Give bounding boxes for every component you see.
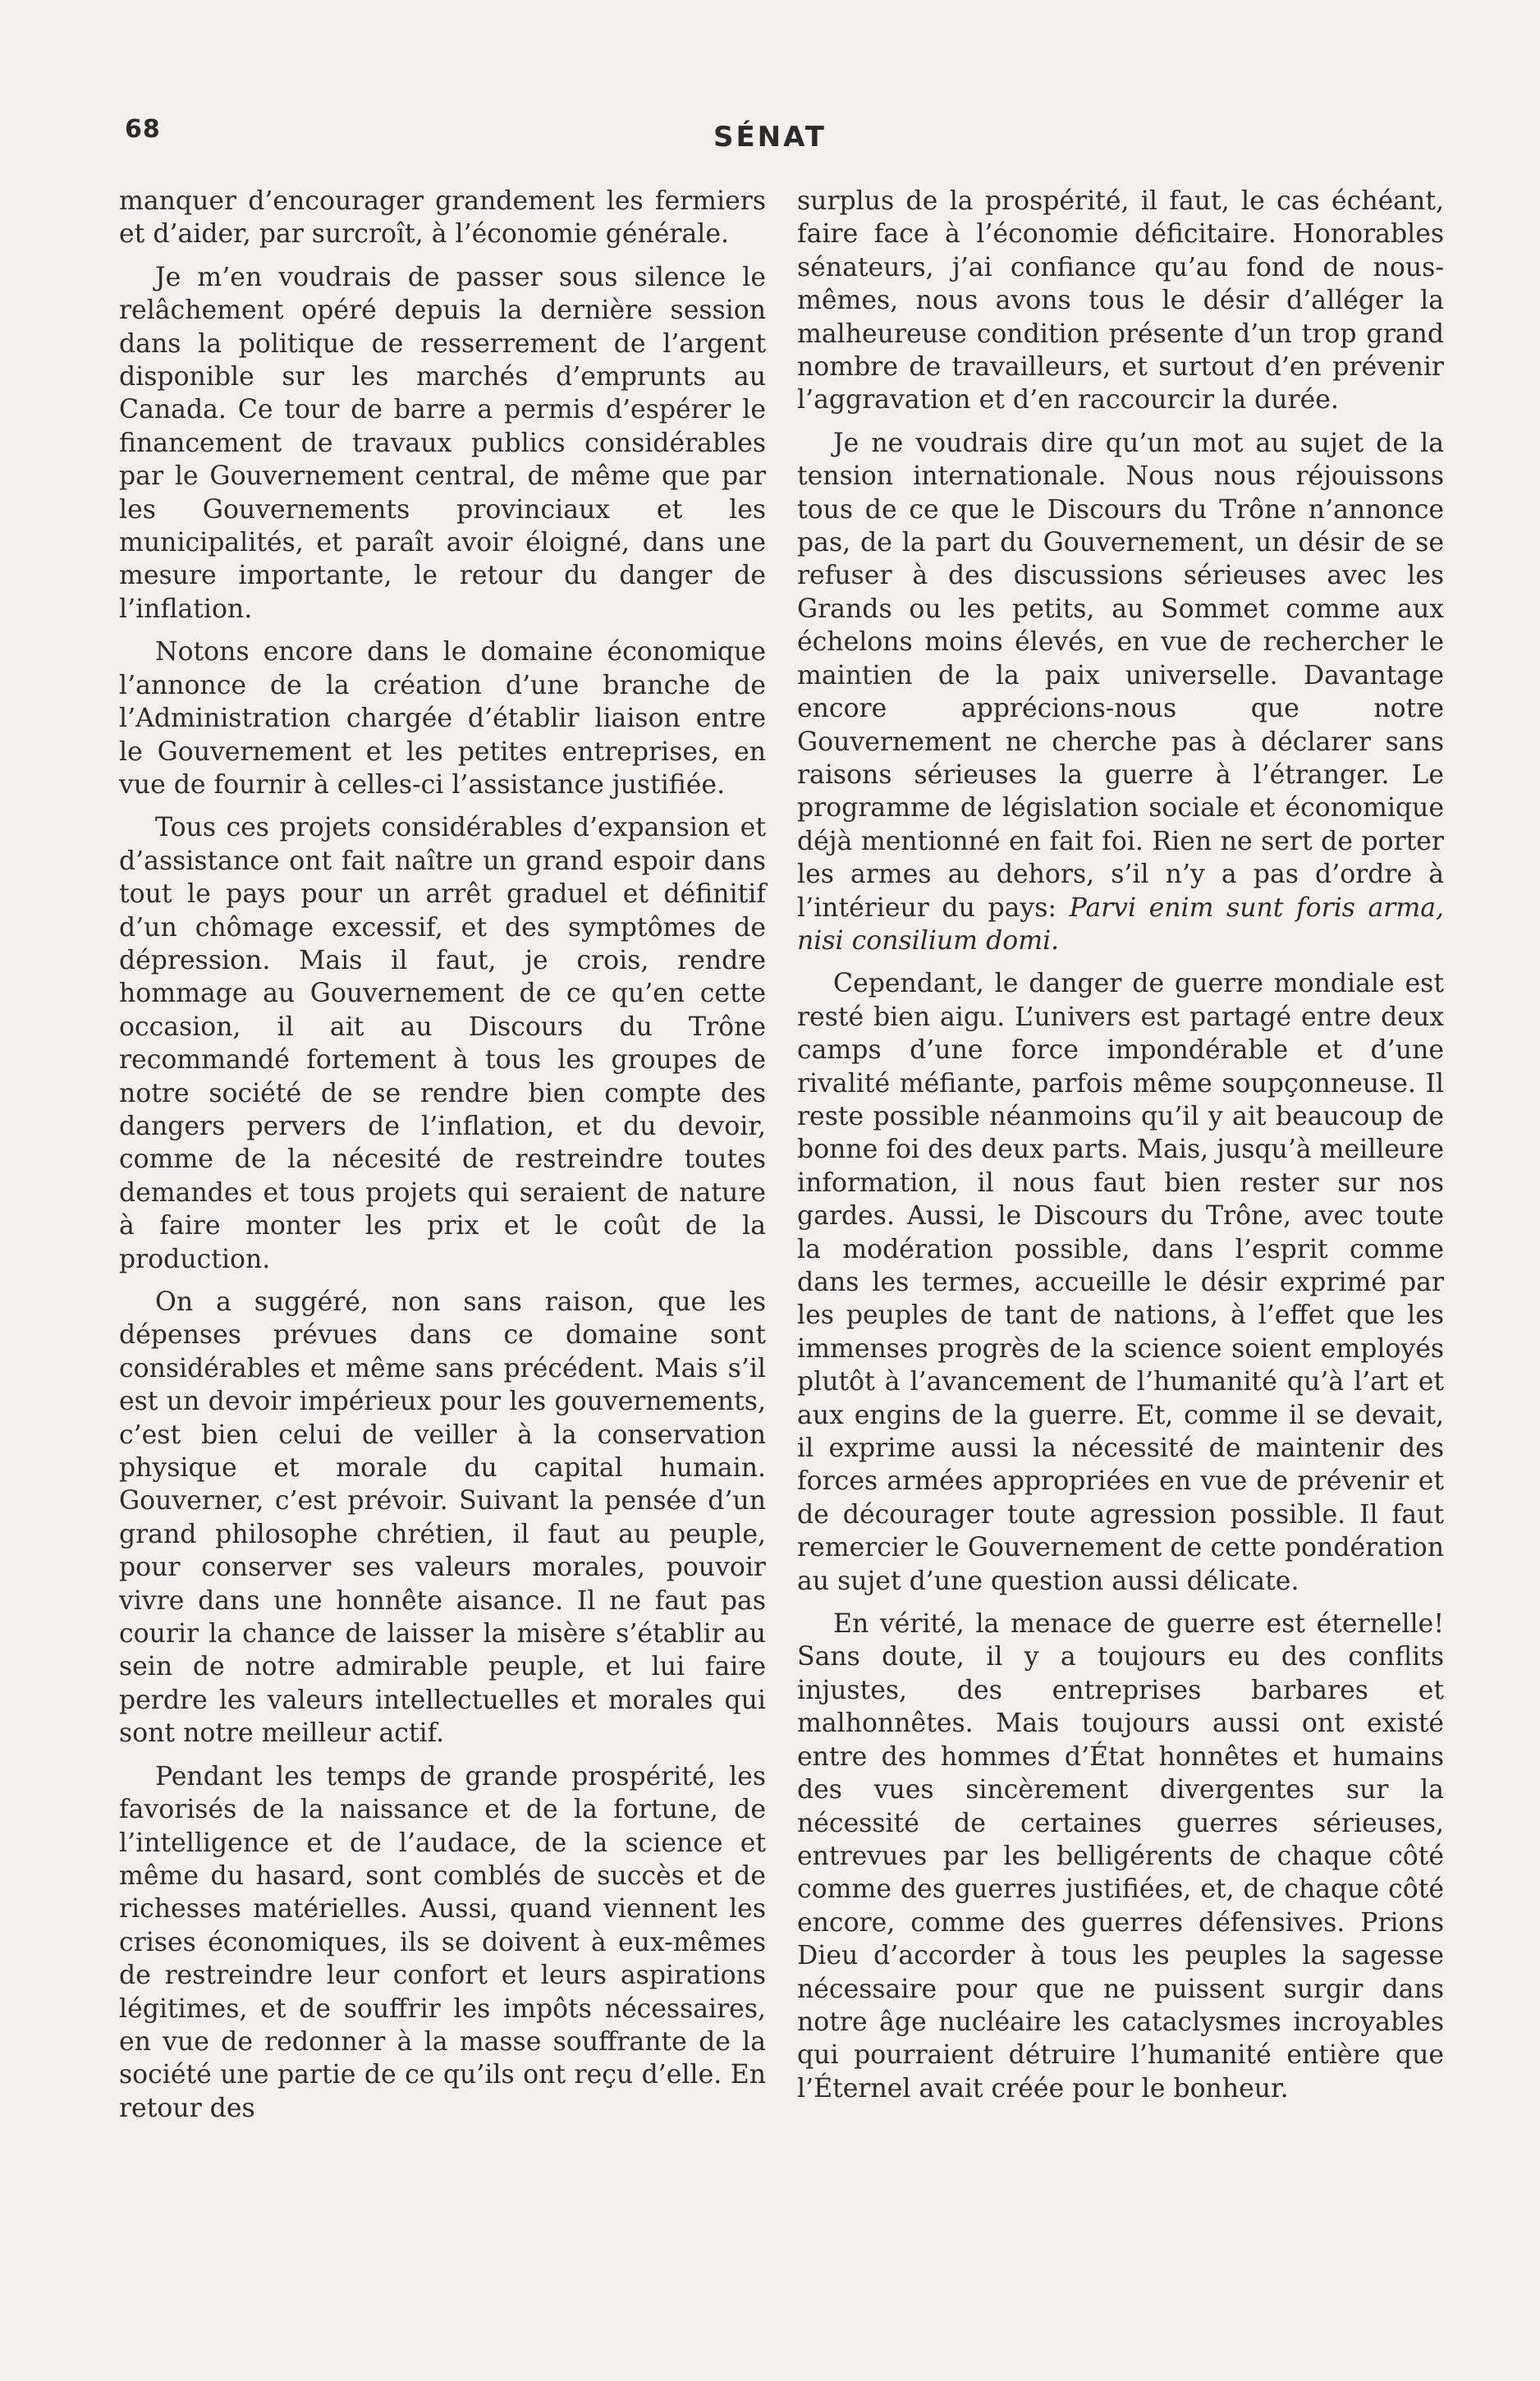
paragraph: Notons encore dans le domaine économique l’annonce de la création d’une branche de l’Administration chargée d’établir liaison entre le Gouvernement et les petites entreprises, en vue de fournir à celles-ci l’assistance justifiée. [119, 637, 766, 800]
paragraph-text: Je ne voudrais dire qu’un mot au sujet de la tension internationale. Nous nous réjouissons tous de ce que le Discours du Trône n’annonce pas, de la part du Gouvernement, un désir de se refuser à des discussions sérieuses avec les Grands ou les petits, au Sommet comme aux échelons moins élevés, en vue de rechercher le maintien de la paix universelle. Davantage encore apprécions-nous que notre Gouvernement ne cherche pas à déclarer sans raisons sérieuses la guerre à l’étranger. Le programme de législation sociale et économique déjà mentionné en fait foi. Rien ne sert de porter les armes au dehors, s’il n’y a pas d’ordre à l’intérieur du pays: [797, 428, 1444, 923]
paragraph: Je m’en voudrais de passer sous silence le relâchement opéré depuis la dernière session dans la politique de resserrement de l’argent disponible sur les marchés d’emprunts au Canada. Ce tour de barre a permis d’espérer le financement de travaux publics considérables par le Gouvernement central, de même que par les Gouvernements provinciaux et les municipalités, et paraît avoir éloigné, dans une mesure importante, le retour du danger de l’inflation. [119, 262, 766, 624]
paragraph [797, 427, 1444, 958]
paragraph: surplus de la prospérité, il faut, le cas échéant, faire face à l’économie déficitaire. Honorables sénateurs, j’ai confiance qu’au fond de nous-mêmes, nous avons tous le désir d’alléger la malheureuse condition présente d’un trop grand nombre de travailleurs, et surtout d’en prévenir l’aggravation et d’en raccourcir la durée. [797, 186, 1444, 415]
paragraph: Cependant, le danger de guerre mondiale est resté bien aigu. L’univers est partagé entre deux camps d’une force impondérable et d’une rivalité méfiante, parfois même soupçonneuse. Il reste possible néanmoins qu’il y ait beaucoup de bonne foi des deux parts. Mais, jusqu’à meilleure information, il nous faut bien rester sur nos gardes. Aussi, le Discours du Trône, avec toute la modération possible, dans l’esprit comme dans les termes, accueille le désir exprimé par les peuples de tant de nations, à l’effet que les immenses progrès de la science soient employés plutôt à l’avancement de l’humanité qu’à l’art et aux engins de la guerre. Et, comme il se devait, il exprime aussi la nécessité de maintenir des forces armées appropriées en vue de prévenir et de décourager toute agression possible. Il faut remercier le Gouvernement de cette pondération au sujet d’une question aussi délicate. [797, 969, 1444, 1596]
paragraph: Pendant les temps de grande prospérité, les favorisés de la naissance et de la fortune, de l’intelligence et de l’audace, de la science et même du hasard, sont comblés de succès et de richesses matérielles. Aussi, quand viennent les crises économiques, ils se doivent à eux-mêmes de restreindre leur confort et leurs aspirations légitimes, et de souffrir les impôts nécessaires, en vue de redonner à la masse souffrante de la société une partie de ce qu’ils ont reçu d’elle. En retour des [119, 1761, 766, 2123]
latin-quote: Parvi enim sunt foris arma, nisi consilium domi. [797, 892, 1445, 956]
paragraph: En vérité, la menace de guerre est éternelle! Sans doute, il y a toujours eu des conflits injustes, des entreprises barbares et malhonnêtes. Mais toujours aussi ont existé entre des hommes d’État honnêtes et humains des vues sincèrement divergentes sur la nécessité de certaines guerres sérieuses, entrevues par les belligérents de chaque côté comme des guerres justifiées, et, de chaque côté encore, comme des guerres défensives. Prions Dieu d’accorder à tous les peuples la sagesse nécessaire pour que ne puissent surgir dans notre âge nucléaire les cataclysmes incroyables qui pourraient détruire l’humanité entière que l’Éternel avait créée pour le bonheur. [797, 1609, 1444, 2103]
paragraph: manquer d’encourager grandement les fermiers et d’aider, par surcroît, à l’économie générale. [119, 186, 766, 250]
left-column [119, 185, 766, 2135]
right-column [797, 185, 1444, 2115]
page-number: 68 [125, 115, 161, 144]
paragraph: On a suggéré, non sans raison, que les dépenses prévues dans ce domaine sont considérables et même sans précédent. Mais s’il est un devoir impérieux pour les gouvernements, c’est bien celui de veiller à la conservation physique et morale du capital humain. Gouverner, c’est prévoir. Suivant la pensée d’un grand philosophe chrétien, il faut au peuple, pour conserver ses valeurs morales, pouvoir vivre dans une honnête aisance. Il ne faut pas courir la chance de laisser la misère s’établir au sein de notre admirable peuple, et lui faire perdre les valeurs intellectuelles et morales qui sont notre meilleur actif. [119, 1287, 766, 1749]
paragraph: Tous ces projets considérables d’expansion et d’assistance ont fait naître un grand espoir dans tout le pays pour un arrêt graduel et définitif d’un chômage excessif, et des symptômes de dépression. Mais il faut, je crois, rendre hommage au Gouvernement de ce qu’en cette occasion, il ait au Discours du Trône recommandé fortement à tous les groupes de notre société de se rendre bien compte des dangers pervers de l’inflation, et du devoir, comme de la nécesité de restreindre toutes demandes et tous projets qui seraient de nature à faire monter les prix et le coût de la production. [119, 813, 766, 1274]
running-head: SÉNAT [713, 121, 827, 154]
